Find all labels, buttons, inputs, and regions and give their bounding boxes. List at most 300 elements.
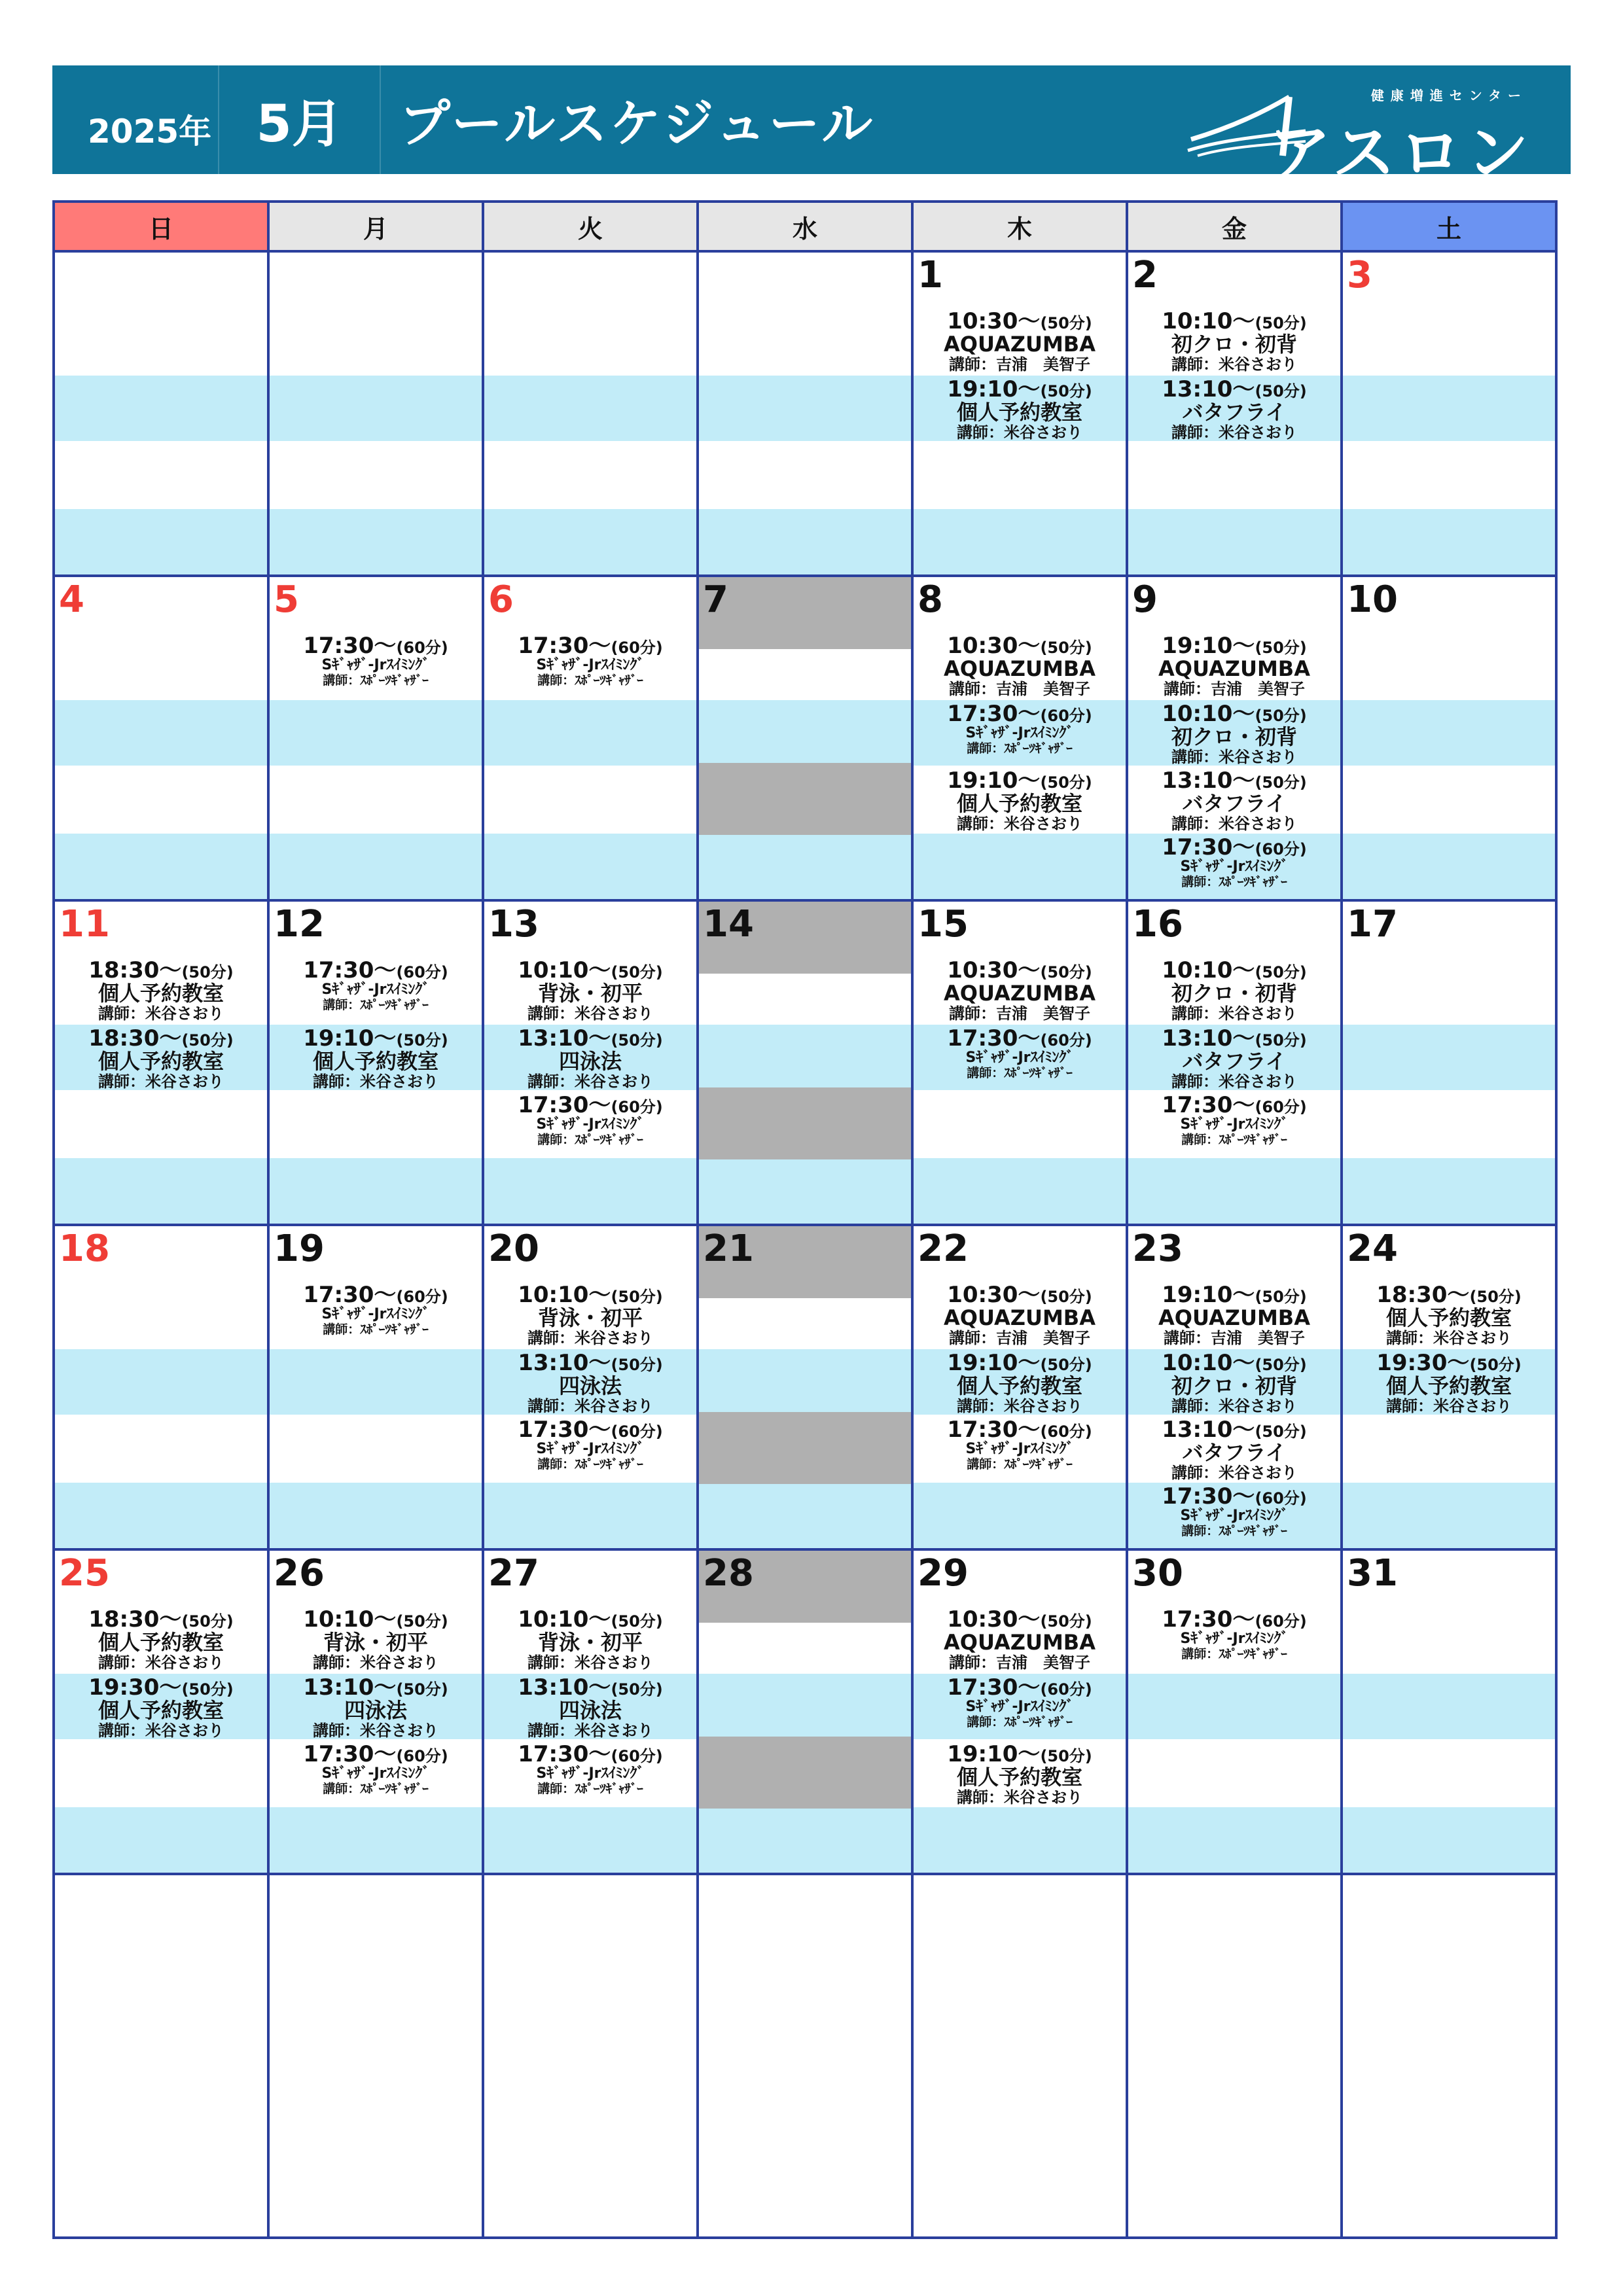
lesson-instructor: 講師：ｽﾎﾟｰﾂｷﾞｬｻﾞｰ — [1181, 875, 1287, 889]
lesson-slot — [1128, 632, 1340, 698]
day-number: 20 — [488, 1227, 539, 1270]
lesson-slot — [270, 632, 482, 698]
lesson-time: 17:30〜(60分) — [1162, 1606, 1307, 1633]
row-stripe — [1343, 1158, 1555, 1224]
lesson-slot — [55, 957, 267, 1022]
day-number: 18 — [59, 1227, 110, 1270]
day-cell — [52, 899, 270, 1226]
lesson-duration: (50分) — [1255, 1288, 1307, 1306]
lesson-time: 17:30〜(60分) — [947, 1417, 1092, 1443]
day-cell — [267, 250, 484, 577]
day-cell — [482, 899, 699, 1226]
row-stripe — [1343, 1483, 1555, 1548]
lesson-instructor: 講師：ｽﾎﾟｰﾂｷﾞｬｻﾞｰ — [537, 673, 643, 688]
lesson-instructor: 講師：米谷さおり — [313, 1653, 438, 1672]
lesson-instructor: 講師：ｽﾎﾟｰﾂｷﾞｬｻﾞｰ — [967, 1066, 1073, 1080]
lesson-instructor: 講師：ｽﾎﾟｰﾂｷﾞｬｻﾞｰ — [1181, 1647, 1287, 1661]
day-number: 11 — [59, 903, 110, 945]
row-stripe — [484, 1483, 696, 1548]
row-stripe — [270, 509, 482, 574]
lesson-time: 19:30〜(50分) — [1376, 1350, 1522, 1376]
lesson-name: 背泳・初平 — [537, 1630, 643, 1655]
lesson-instructor: 講師：ｽﾎﾟｰﾂｷﾞｬｻﾞｰ — [323, 998, 429, 1012]
lesson-name: 個人予約教室 — [956, 791, 1082, 816]
day-cell — [911, 1548, 1128, 1875]
day-number: 3 — [1347, 254, 1372, 296]
lesson-instructor: 講師：吉浦 美智子 — [949, 1653, 1090, 1672]
lesson-slot — [1128, 1025, 1340, 1090]
row-stripe — [484, 376, 696, 441]
lesson-time: 19:10〜(50分) — [947, 1741, 1092, 1767]
row-stripe — [484, 834, 696, 899]
row-stripe — [270, 834, 482, 899]
lesson-instructor: 講師：米谷さおり — [1386, 1397, 1512, 1415]
day-number: 26 — [274, 1552, 325, 1595]
lesson-instructor: 講師：ｽﾎﾟｰﾂｷﾞｬｻﾞｰ — [537, 1782, 643, 1796]
lesson-instructor: 講師：米谷さおり — [98, 1072, 224, 1091]
lesson-slot — [270, 1281, 482, 1347]
lesson-slot — [914, 1606, 1126, 1671]
page-title: プールスケジュール — [399, 95, 876, 154]
lesson-name: Sｷﾞｬｻﾞ-Jrｽｲﾐﾝｸﾞ — [965, 725, 1074, 741]
week-row — [52, 899, 1573, 1226]
lesson-instructor: 講師：ｽﾎﾟｰﾂｷﾞｬｻﾞｰ — [1181, 1524, 1287, 1538]
day-cell — [1340, 1548, 1558, 1875]
lesson-time: 19:30〜(50分) — [88, 1674, 234, 1701]
closed-block — [699, 1412, 911, 1484]
lesson-slot — [484, 1025, 696, 1090]
lesson-slot — [484, 1091, 696, 1157]
row-stripe — [484, 1807, 696, 1873]
day-cell — [911, 250, 1128, 577]
lesson-slot — [270, 1674, 482, 1739]
day-cell — [52, 574, 270, 902]
lesson-time: 10:10〜(50分) — [1162, 1350, 1307, 1376]
day-number: 25 — [59, 1552, 110, 1595]
lesson-slot — [914, 1674, 1126, 1739]
lesson-slot — [1128, 957, 1340, 1022]
lesson-time: 19:10〜(50分) — [947, 768, 1092, 794]
lesson-instructor: 講師：米谷さおり — [1171, 748, 1297, 766]
row-stripe — [1128, 1807, 1340, 1873]
week-row — [52, 1224, 1573, 1551]
lesson-instructor: 講師：吉浦 美智子 — [949, 680, 1090, 698]
lesson-slot — [1343, 1281, 1555, 1347]
row-stripe — [55, 376, 267, 441]
lesson-time: 17:30〜(60分) — [518, 633, 663, 659]
lesson-slot — [55, 1025, 267, 1090]
day-number: 15 — [918, 903, 969, 945]
lesson-slot — [914, 1349, 1126, 1415]
day-number: 13 — [488, 903, 539, 945]
lesson-instructor: 講師：米谷さおり — [1171, 1072, 1297, 1091]
lesson-duration: (50分) — [1255, 1422, 1307, 1441]
day-number: 1 — [918, 254, 943, 296]
row-stripe — [484, 509, 696, 574]
lesson-time: 17:30〜(60分) — [303, 957, 448, 983]
lesson-time: 18:30〜(50分) — [88, 1025, 234, 1051]
lesson-name: Sｷﾞｬｻﾞ-Jrｽｲﾐﾝｸﾞ — [321, 1306, 430, 1322]
lesson-name: Sｷﾞｬｻﾞ-Jrｽｲﾐﾝｸﾞ — [965, 1699, 1074, 1715]
lesson-name: バタフライ — [1182, 400, 1287, 425]
lesson-slot — [914, 700, 1126, 766]
lesson-instructor: 講師：米谷さおり — [527, 1653, 653, 1672]
lesson-slot — [484, 632, 696, 698]
lesson-time: 19:10〜(50分) — [947, 376, 1092, 402]
lesson-duration: (60分) — [396, 1747, 448, 1765]
lesson-name: 初クロ・初背 — [1171, 981, 1297, 1006]
lesson-duration: (60分) — [611, 639, 663, 657]
lesson-duration: (50分) — [611, 1288, 663, 1306]
lesson-slot — [484, 1674, 696, 1739]
lesson-instructor: 講師：吉浦 美智子 — [949, 355, 1090, 374]
lesson-slot — [270, 1606, 482, 1671]
row-stripe — [1128, 1674, 1340, 1739]
lesson-name: 個人予約教室 — [98, 1049, 224, 1074]
row-stripe — [699, 1349, 911, 1415]
page-header — [52, 65, 1571, 190]
lesson-duration: (50分) — [1255, 773, 1307, 792]
lesson-duration: (60分) — [396, 639, 448, 657]
lesson-name: Sｷﾞｬｻﾞ-Jrｽｲﾐﾝｸﾞ — [1180, 858, 1289, 875]
lesson-name: AQUAZUMBA — [944, 981, 1096, 1006]
lesson-instructor: 講師：吉浦 美智子 — [1164, 1329, 1305, 1347]
lesson-instructor: 講師：米谷さおり — [98, 1722, 224, 1740]
row-stripe — [55, 700, 267, 766]
header-divider — [380, 65, 381, 174]
lesson-name: Sｷﾞｬｻﾞ-Jrｽｲﾐﾝｸﾞ — [965, 1441, 1074, 1457]
lesson-name: Sｷﾞｬｻﾞ-Jrｽｲﾐﾝｸﾞ — [1180, 1116, 1289, 1133]
day-cell — [696, 250, 914, 577]
lesson-instructor: 講師：米谷さおり — [1171, 815, 1297, 833]
lesson-duration: (50分) — [396, 1612, 448, 1631]
lesson-duration: (50分) — [1469, 1356, 1522, 1374]
lesson-name: 背泳・初平 — [323, 1630, 428, 1655]
lesson-name: Sｷﾞｬｻﾞ-Jrｽｲﾐﾝｸﾞ — [1180, 1631, 1289, 1647]
lesson-instructor: 講師：米谷さおり — [527, 1072, 653, 1091]
lesson-slot — [484, 1349, 696, 1415]
lesson-name: バタフライ — [1182, 791, 1287, 816]
lesson-time: 13:10〜(50分) — [518, 1350, 663, 1376]
day-number: 27 — [488, 1552, 539, 1595]
row-stripe — [914, 1483, 1126, 1548]
weekday-header-4: 木 — [911, 200, 1128, 253]
lesson-duration: (60分) — [611, 1098, 663, 1116]
day-cell — [52, 1873, 270, 2239]
week-row — [52, 1873, 1573, 2239]
lesson-duration: (50分) — [1255, 382, 1307, 400]
day-cell — [267, 574, 484, 902]
day-cell — [696, 1548, 914, 1875]
lesson-name: 四泳法 — [344, 1698, 407, 1723]
weekday-header-0: 日 — [52, 200, 270, 253]
row-stripe — [914, 1158, 1126, 1224]
lesson-name: Sｷﾞｬｻﾞ-Jrｽｲﾐﾝｸﾞ — [536, 657, 645, 673]
lesson-duration: (50分) — [1469, 1288, 1522, 1306]
lesson-time: 10:10〜(50分) — [518, 957, 663, 983]
row-stripe — [1343, 1025, 1555, 1090]
lesson-duration: (60分) — [396, 963, 448, 981]
row-stripe — [1343, 1807, 1555, 1873]
lesson-slot — [914, 1281, 1126, 1347]
lesson-duration: (50分) — [1255, 963, 1307, 981]
lesson-slot — [1128, 1483, 1340, 1548]
lesson-duration: (50分) — [181, 1680, 234, 1699]
row-stripe — [1343, 509, 1555, 574]
lesson-name: 初クロ・初背 — [1171, 1373, 1297, 1398]
lesson-instructor: 講師：米谷さおり — [527, 1329, 653, 1347]
day-number: 12 — [274, 903, 325, 945]
lesson-slot — [270, 1740, 482, 1806]
lesson-name: Sｷﾞｬｻﾞ-Jrｽｲﾐﾝｸﾞ — [965, 1050, 1074, 1066]
lesson-slot — [270, 1025, 482, 1090]
lesson-name: バタフライ — [1182, 1049, 1287, 1074]
lesson-instructor: 講師：吉浦 美智子 — [949, 1329, 1090, 1347]
day-cell — [1126, 574, 1343, 902]
day-cell — [696, 1224, 914, 1551]
closed-block — [699, 1737, 911, 1809]
row-stripe — [1343, 376, 1555, 441]
lesson-instructor: 講師：ｽﾎﾟｰﾂｷﾞｬｻﾞｰ — [323, 1782, 429, 1796]
row-stripe — [55, 1349, 267, 1415]
lesson-duration: (50分) — [611, 1031, 663, 1050]
lesson-time: 10:30〜(50分) — [947, 1282, 1092, 1308]
day-cell — [696, 574, 914, 902]
lesson-time: 13:10〜(50分) — [518, 1674, 663, 1701]
lesson-name: Sｷﾞｬｻﾞ-Jrｽｲﾐﾝｸﾞ — [321, 657, 430, 673]
lesson-duration: (50分) — [396, 1680, 448, 1699]
day-cell — [911, 1873, 1128, 2239]
lesson-time: 17:30〜(60分) — [518, 1092, 663, 1118]
row-stripe — [1128, 509, 1340, 574]
lesson-duration: (50分) — [1255, 639, 1307, 657]
lesson-time: 13:10〜(50分) — [1162, 1025, 1307, 1051]
day-cell — [1126, 1873, 1343, 2239]
lesson-duration: (60分) — [1255, 1489, 1307, 1508]
lesson-instructor: 講師：米谷さおり — [527, 1397, 653, 1415]
weekday-header-5: 金 — [1126, 200, 1343, 253]
lesson-time: 17:30〜(60分) — [303, 1741, 448, 1767]
lesson-name: AQUAZUMBA — [944, 1630, 1096, 1655]
day-cell — [1126, 899, 1343, 1226]
lesson-duration: (50分) — [181, 1612, 234, 1631]
lesson-name: AQUAZUMBA — [944, 656, 1096, 681]
week-row — [52, 1548, 1573, 1875]
lesson-time: 10:30〜(50分) — [947, 308, 1092, 334]
lesson-duration: (60分) — [1255, 1098, 1307, 1116]
day-number: 8 — [918, 578, 943, 621]
day-cell — [1340, 1224, 1558, 1551]
lesson-duration: (50分) — [1040, 639, 1092, 657]
row-stripe — [55, 1483, 267, 1548]
lesson-instructor: 講師：ｽﾎﾟｰﾂｷﾞｬｻﾞｰ — [1181, 1133, 1287, 1147]
header-month: 5月 — [256, 95, 343, 154]
day-number: 6 — [488, 578, 514, 621]
lesson-instructor: 講師：米谷さおり — [957, 815, 1082, 833]
lesson-name: 四泳法 — [558, 1698, 622, 1723]
lesson-name: AQUAZUMBA — [1158, 656, 1310, 681]
lesson-slot — [1128, 376, 1340, 441]
lesson-duration: (50分) — [1255, 1031, 1307, 1050]
lesson-time: 10:30〜(50分) — [947, 957, 1092, 983]
lesson-duration: (60分) — [1255, 1612, 1307, 1631]
lesson-instructor: 講師：米谷さおり — [1171, 1464, 1297, 1482]
day-number: 23 — [1132, 1227, 1183, 1270]
lesson-slot — [1128, 1349, 1340, 1415]
lesson-name: 個人予約教室 — [98, 981, 224, 1006]
day-cell — [911, 574, 1128, 902]
lesson-name: AQUAZUMBA — [944, 1305, 1096, 1330]
lesson-duration: (50分) — [1040, 1747, 1092, 1765]
row-stripe — [1343, 1674, 1555, 1739]
lesson-slot — [914, 1740, 1126, 1806]
lesson-time: 10:30〜(50分) — [947, 633, 1092, 659]
lesson-name: 四泳法 — [558, 1373, 622, 1398]
lesson-name: 個人予約教室 — [956, 1765, 1082, 1790]
lesson-name: 背泳・初平 — [537, 981, 643, 1006]
lesson-duration: (60分) — [1040, 707, 1092, 725]
lesson-name: Sｷﾞｬｻﾞ-Jrｽｲﾐﾝｸﾞ — [536, 1765, 645, 1782]
lesson-instructor: 講師：米谷さおり — [527, 1722, 653, 1740]
calendar-grid — [52, 200, 1573, 2239]
lesson-slot — [1128, 767, 1340, 832]
row-stripe — [55, 1158, 267, 1224]
lesson-slot — [1128, 1606, 1340, 1671]
lesson-instructor: 講師：吉浦 美智子 — [1164, 680, 1305, 698]
lesson-instructor: 講師：米谷さおり — [98, 1653, 224, 1672]
lesson-time: 10:10〜(50分) — [518, 1282, 663, 1308]
day-number: 9 — [1132, 578, 1158, 621]
row-stripe — [699, 1025, 911, 1090]
lesson-name: 背泳・初平 — [537, 1305, 643, 1330]
day-cell — [1340, 250, 1558, 577]
day-cell — [267, 1873, 484, 2239]
lesson-duration: (60分) — [1040, 1680, 1092, 1699]
lesson-instructor: 講師：吉浦 美智子 — [949, 1004, 1090, 1023]
day-cell — [52, 1224, 270, 1551]
lesson-name: 初クロ・初背 — [1171, 724, 1297, 749]
lesson-duration: (50分) — [1255, 314, 1307, 332]
lesson-instructor: 講師：米谷さおり — [957, 1788, 1082, 1807]
day-number: 16 — [1132, 903, 1183, 945]
lesson-time: 17:30〜(60分) — [947, 1025, 1092, 1051]
row-stripe — [270, 1807, 482, 1873]
day-cell — [482, 250, 699, 577]
lesson-time: 13:10〜(50分) — [518, 1025, 663, 1051]
day-cell — [911, 899, 1128, 1226]
lesson-instructor: 講師：ｽﾎﾟｰﾂｷﾞｬｻﾞｰ — [967, 1715, 1073, 1729]
row-stripe — [1343, 700, 1555, 766]
lesson-time: 17:30〜(60分) — [303, 1282, 448, 1308]
lesson-time: 17:30〜(60分) — [947, 1674, 1092, 1701]
lesson-duration: (50分) — [1040, 1288, 1092, 1306]
lesson-slot — [55, 1674, 267, 1739]
lesson-name: 個人予約教室 — [98, 1630, 224, 1655]
lesson-duration: (50分) — [181, 963, 234, 981]
lesson-slot — [1128, 308, 1340, 373]
lesson-name: 個人予約教室 — [312, 1049, 438, 1074]
row-stripe — [914, 834, 1126, 899]
day-number: 7 — [703, 578, 728, 621]
lesson-time: 18:30〜(50分) — [1376, 1282, 1522, 1308]
lesson-instructor: 講師：米谷さおり — [527, 1004, 653, 1023]
lesson-time: 10:10〜(50分) — [1162, 701, 1307, 727]
day-cell — [911, 1224, 1128, 1551]
lesson-instructor: 講師：米谷さおり — [98, 1004, 224, 1023]
day-cell — [1126, 250, 1343, 577]
lesson-instructor: 講師：米谷さおり — [313, 1722, 438, 1740]
day-number: 22 — [918, 1227, 969, 1270]
row-stripe — [699, 700, 911, 766]
day-cell — [1340, 1873, 1558, 2239]
lesson-time: 13:10〜(50分) — [303, 1674, 448, 1701]
lesson-duration: (50分) — [1040, 314, 1092, 332]
day-number: 28 — [703, 1552, 754, 1595]
lesson-name: 個人予約教室 — [956, 1373, 1082, 1398]
lesson-name: Sｷﾞｬｻﾞ-Jrｽｲﾐﾝｸﾞ — [536, 1116, 645, 1133]
row-stripe — [699, 1483, 911, 1548]
lesson-name: Sｷﾞｬｻﾞ-Jrｽｲﾐﾝｸﾞ — [321, 981, 430, 998]
lesson-time: 17:30〜(60分) — [947, 701, 1092, 727]
row-stripe — [55, 1807, 267, 1873]
lesson-duration: (50分) — [1040, 1612, 1092, 1631]
lesson-name: バタフライ — [1182, 1440, 1287, 1465]
row-stripe — [270, 1158, 482, 1224]
lesson-time: 17:30〜(60分) — [1162, 1092, 1307, 1118]
lesson-instructor: 講師：ｽﾎﾟｰﾂｷﾞｬｻﾞｰ — [967, 741, 1073, 756]
brand-logo — [1185, 77, 1551, 190]
row-stripe — [55, 834, 267, 899]
weekday-header-6: 土 — [1340, 200, 1558, 253]
lesson-slot — [914, 767, 1126, 832]
closed-block — [699, 763, 911, 835]
lesson-time: 10:10〜(50分) — [1162, 957, 1307, 983]
weekday-header-3: 水 — [696, 200, 914, 253]
lesson-time: 17:30〜(60分) — [518, 1417, 663, 1443]
lesson-duration: (50分) — [1255, 1356, 1307, 1374]
row-stripe — [914, 1807, 1126, 1873]
lesson-instructor: 講師：米谷さおり — [313, 1072, 438, 1091]
row-stripe — [270, 1349, 482, 1415]
lesson-name: AQUAZUMBA — [944, 332, 1096, 357]
day-cell — [1126, 1548, 1343, 1875]
lesson-duration: (50分) — [611, 963, 663, 981]
day-cell — [696, 899, 914, 1226]
lesson-time: 19:10〜(50分) — [1162, 633, 1307, 659]
row-stripe — [699, 1158, 911, 1224]
lesson-instructor: 講師：ｽﾎﾟｰﾂｷﾞｬｻﾞｰ — [537, 1457, 643, 1472]
lesson-name: AQUAZUMBA — [1158, 1305, 1310, 1330]
lesson-slot — [55, 1606, 267, 1671]
lesson-slot — [914, 632, 1126, 698]
lesson-duration: (60分) — [1255, 840, 1307, 858]
lesson-duration: (60分) — [611, 1747, 663, 1765]
day-number: 5 — [274, 578, 299, 621]
lesson-duration: (60分) — [396, 1288, 448, 1306]
week-row — [52, 574, 1573, 902]
lesson-instructor: 講師：米谷さおり — [957, 1397, 1082, 1415]
lesson-time: 10:10〜(50分) — [303, 1606, 448, 1633]
lesson-instructor: 講師：ｽﾎﾟｰﾂｷﾞｬｻﾞｰ — [967, 1457, 1073, 1472]
day-cell — [267, 1224, 484, 1551]
lesson-time: 13:10〜(50分) — [1162, 376, 1307, 402]
lesson-time: 17:30〜(60分) — [1162, 834, 1307, 860]
lesson-duration: (50分) — [1040, 963, 1092, 981]
row-stripe — [699, 1807, 911, 1873]
lesson-slot — [484, 1281, 696, 1347]
lesson-slot — [1128, 1416, 1340, 1481]
day-number: 21 — [703, 1227, 754, 1270]
